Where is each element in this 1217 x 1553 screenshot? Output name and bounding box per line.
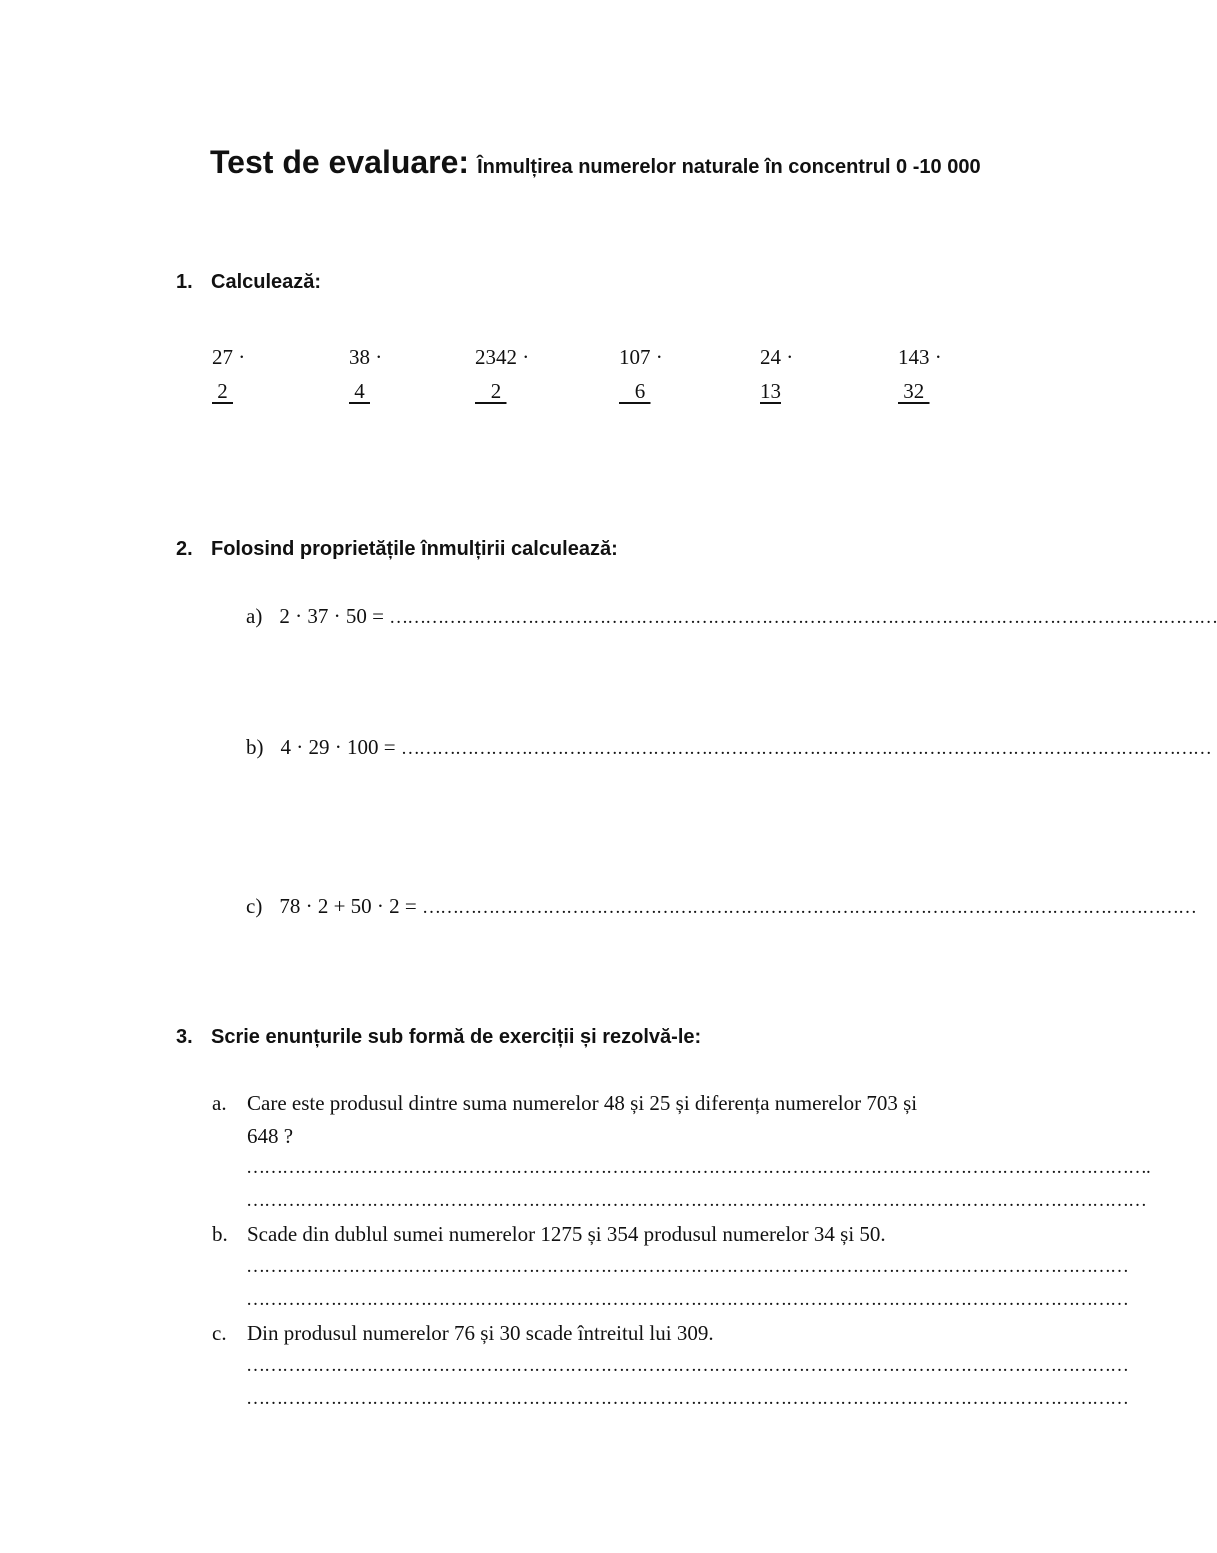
q3-text: Scrie enunțurile sub formă de exerciții și rezolvă-le: [211, 1026, 702, 1048]
answer-line[interactable]: ………………………………………………………………………………………………………………………………… [246, 1256, 1128, 1277]
q1-col-bottom: 4 [349, 379, 370, 403]
answer-line[interactable]: ………………………………………………………………………………………………………………………………… [246, 1388, 1128, 1409]
q2-item-expression: 2 · 37 · 50 = [279, 604, 390, 628]
q2-item-b [246, 735, 1211, 760]
q1-col-top: 24 · [760, 345, 794, 369]
q2-item-a [246, 604, 1217, 629]
q3-item-text: Scade din dublul sumei numerelor 1275 și 354 produsul numerelor 34 și 50. [247, 1222, 886, 1246]
q2-item-letter: b) [246, 735, 264, 759]
q3-item-text: Din produsul numerelor 76 și 30 scade întreitul lui 309. [247, 1321, 714, 1345]
q1-column [349, 340, 382, 408]
q1-col-top: 143 · [898, 345, 942, 369]
q1-col-top: 2342 · [475, 345, 530, 369]
q1-number: 1. [176, 271, 193, 293]
q3-item-letter: c. [212, 1321, 227, 1345]
q3-item-letter: a. [212, 1091, 227, 1115]
q1-text: Calculează: [211, 271, 322, 293]
q2-text: Folosind proprietățile înmulțirii calculează: [211, 538, 618, 560]
q1-col-bottom: 2 [212, 379, 233, 403]
q2-item-expression: 4 · 29 · 100 = [280, 735, 401, 759]
answer-line[interactable]: ……………………………………………………………………………………………………………………………………. [246, 1157, 1150, 1178]
title-main: Test de evaluare: [210, 144, 470, 180]
q3-item-text-cont: 648 ? [247, 1124, 294, 1148]
q1-column [212, 340, 245, 408]
q1-col-bottom: 2 [475, 379, 507, 403]
q2-number: 2. [176, 538, 193, 560]
q1-col-bottom: 13 [760, 379, 781, 403]
q3-number: 3. [176, 1026, 193, 1048]
q1-column [619, 340, 663, 408]
q1-col-top: 38 · [349, 345, 383, 369]
title-subtitle: Înmulțirea numerelor naturale în concentrul 0 -10 000 [477, 156, 981, 178]
q2-item-c [246, 894, 1197, 919]
q1-col-top: 107 · [619, 345, 663, 369]
answer-line[interactable]: ……………………………………………………………………………………………………………………… [400, 738, 1211, 759]
q3-item-text: Care este produsul dintre suma numerelor 48 și 25 și diferența numerelor 703 și [247, 1091, 918, 1115]
q1-column [760, 340, 793, 408]
answer-line[interactable]: ………………………………………………………………………………………………………………………………… [246, 1355, 1128, 1376]
answer-line[interactable]: ………………………………………………………………………………………………………………………………… [246, 1289, 1128, 1310]
q1-column [475, 340, 529, 408]
q1-col-bottom: 32 [898, 379, 930, 403]
q1-col-top: 27 · [212, 345, 246, 369]
answer-line[interactable]: …………………………………………………………………………………………………………………………………… [246, 1190, 1146, 1211]
q2-item-expression: 78 · 2 + 50 · 2 = [279, 894, 423, 918]
page-title [210, 144, 981, 181]
answer-line[interactable]: ………………………………………………………………………………………………………………… [422, 897, 1197, 918]
q3-item-letter: b. [212, 1222, 228, 1246]
q2-item-letter: c) [246, 894, 263, 918]
q2-item-letter: a) [246, 604, 263, 628]
q1-column [898, 340, 942, 408]
answer-line[interactable]: ………………………………………………………………………………………………………………………… [389, 607, 1217, 628]
q1-col-bottom: 6 [619, 379, 651, 403]
